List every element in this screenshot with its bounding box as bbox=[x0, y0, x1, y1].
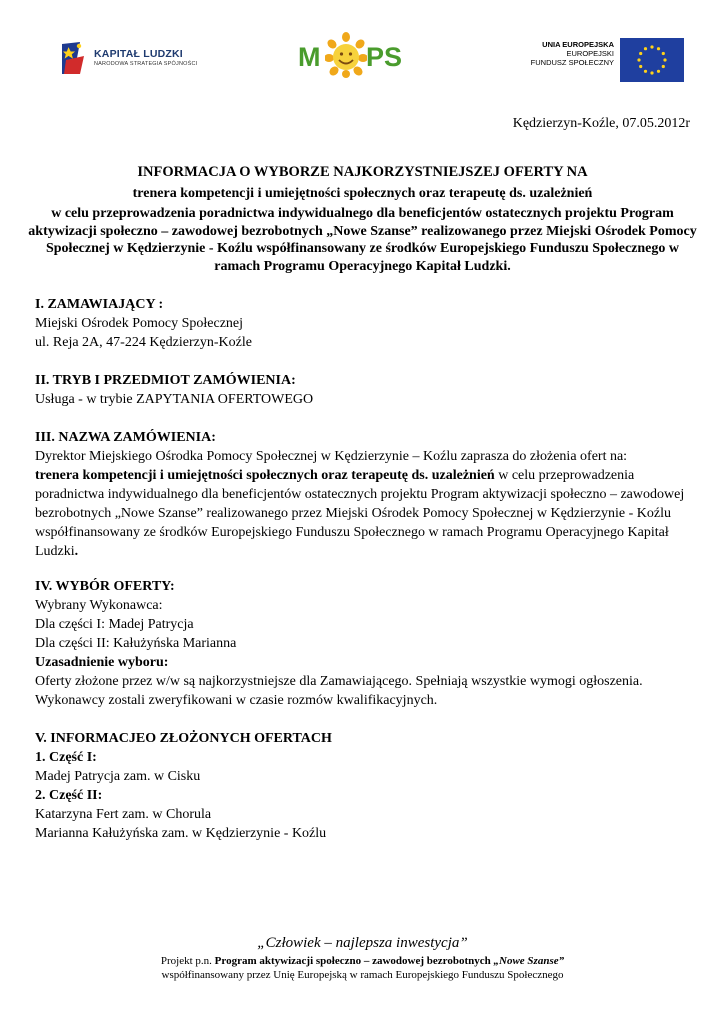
section-5-line: Katarzyna Fert zam. w Chorula bbox=[35, 807, 212, 822]
eu-logo-line2: EUROPEJSKI bbox=[566, 49, 614, 58]
document-body bbox=[35, 295, 695, 843]
logo-bar bbox=[0, 30, 725, 90]
footer-project-title: „Nowe Szanse” bbox=[493, 955, 565, 967]
section-3-bold: trenera kompetencji i umiejętności społecznych oraz terapeutę ds. uzależnień bbox=[35, 468, 495, 483]
footer-motto: „Człowiek – najlepsza inwestycja” bbox=[257, 935, 468, 951]
footer-project-line bbox=[0, 954, 725, 968]
footer-project-name: Program aktywizacji społeczno – zawodowej bezrobotnych bbox=[214, 955, 494, 967]
eu-logo bbox=[524, 38, 684, 84]
footer bbox=[0, 934, 725, 982]
section-5-heading: V. INFORMACJEO ZŁOŻONYCH OFERTACH bbox=[35, 731, 332, 746]
eu-logo-line1: UNIA EUROPEJSKA bbox=[542, 40, 614, 49]
section-1-line: ul. Reja 2A, 47-224 Kędzierzyn-Koźle bbox=[35, 335, 252, 350]
kapital-ludzki-emblem-icon bbox=[60, 38, 90, 78]
section-1-heading: I. ZAMAWIAJĄCY : bbox=[35, 297, 164, 312]
kapital-ludzki-logo bbox=[60, 38, 210, 78]
eu-flag-icon bbox=[620, 38, 684, 82]
eu-logo-line3: FUNDUSZ SPOŁECZNY bbox=[530, 58, 614, 67]
document-title bbox=[28, 164, 697, 275]
title-line-1: INFORMACJA O WYBORZE NAJKORZYSTNIEJSZEJ OFERTY NA bbox=[137, 164, 588, 180]
section-3-line: Dyrektor Miejskiego Ośrodka Pomocy Społecznej w Kędzierzynie – Koźlu zaprasza do złożenia ofert na: bbox=[35, 449, 628, 464]
mops-logo-right: PS bbox=[366, 42, 403, 72]
section-4-heading: IV. WYBÓR OFERTY: bbox=[35, 579, 175, 594]
footer-project-prefix: Projekt p.n. bbox=[160, 955, 215, 967]
kapital-ludzki-title: KAPITAŁ LUDZKI bbox=[94, 48, 183, 60]
document-date: Kędzierzyn-Koźle, 07.05.2012r bbox=[512, 116, 690, 131]
section-5-part-2: 2. Część II: bbox=[35, 788, 103, 803]
kapital-ludzki-subtitle: NARODOWA STRATEGIA SPÓJNOŚCI bbox=[94, 61, 198, 67]
section-2-line: Usługa - w trybie ZAPYTANIA OFERTOWEGO bbox=[35, 392, 314, 407]
section-3-paragraph bbox=[35, 466, 695, 561]
section-3-heading: III. NAZWA ZAMÓWIENIA: bbox=[35, 430, 216, 445]
section-4-line: Wykonawcy zostali zweryfikowani w czasie rozmów kwalifikacyjnych. bbox=[35, 693, 438, 708]
title-line-2: trenera kompetencji i umiejętności społecznych oraz terapeutę ds. uzależnień bbox=[132, 185, 593, 201]
section-4-line: Dla części II: Kałużyńska Marianna bbox=[35, 636, 237, 651]
sun-face-icon bbox=[325, 32, 367, 78]
section-4-subheading: Uzasadnienie wyboru: bbox=[35, 655, 169, 670]
mops-logo bbox=[298, 32, 423, 82]
section-5-part-1: 1. Część I: bbox=[35, 750, 97, 765]
section-4-line: Oferty złożone przez w/w są najkorzystniejsze dla Zamawiającego. Spełniają wszystkie wymogi ogłoszenia. bbox=[35, 674, 643, 689]
section-5-line: Madej Patrycja zam. w Cisku bbox=[35, 769, 201, 784]
mops-logo-left: M bbox=[298, 42, 321, 72]
section-1-line: Miejski Ośrodek Pomocy Społecznej bbox=[35, 316, 244, 331]
section-3-end: . bbox=[74, 544, 79, 559]
section-2-heading: II. TRYB I PRZEDMIOT ZAMÓWIENIA: bbox=[35, 373, 296, 388]
section-5-line: Marianna Kałużyńska zam. w Kędzierzynie - Koźlu bbox=[35, 826, 327, 841]
section-3-rest: w celu przeprowadzenia poradnictwa indywidualnego dla beneficjentów ostatecznych projektu Program aktywizacji społeczno – zawodowej bezrobotnych „Nowe Szanse” realizowanego przez Miejski Ośrodek Pomocy Społecznej w Kędzierzynie - Koźlu współfinansowany ze środków Europejskiego Funduszu Społecznego w ramach Programu Operacyjnego Kapitał Ludzki bbox=[35, 468, 685, 559]
section-4-line: Dla części I: Madej Patrycja bbox=[35, 617, 194, 632]
section-4-line: Wybrany Wykonawca: bbox=[35, 598, 163, 613]
footer-funding-line: współfinansowany przez Unię Europejską w ramach Europejskiego Funduszu Społecznego bbox=[161, 969, 564, 981]
title-line-3: w celu przeprowadzenia poradnictwa indywidualnego dla beneficjentów ostatecznych projektu Program aktywizacji społeczno – zawodowej bezrobotnych „Nowe Szanse” realizowanego przez Miejski Ośrodek Pomocy Społecznej w Kędzierzynie - Koźlu współfinansowany ze środków Europejskiego Funduszu Społecznego w ramach Programu Operacyjnego Kapitał Ludzki. bbox=[28, 206, 697, 274]
